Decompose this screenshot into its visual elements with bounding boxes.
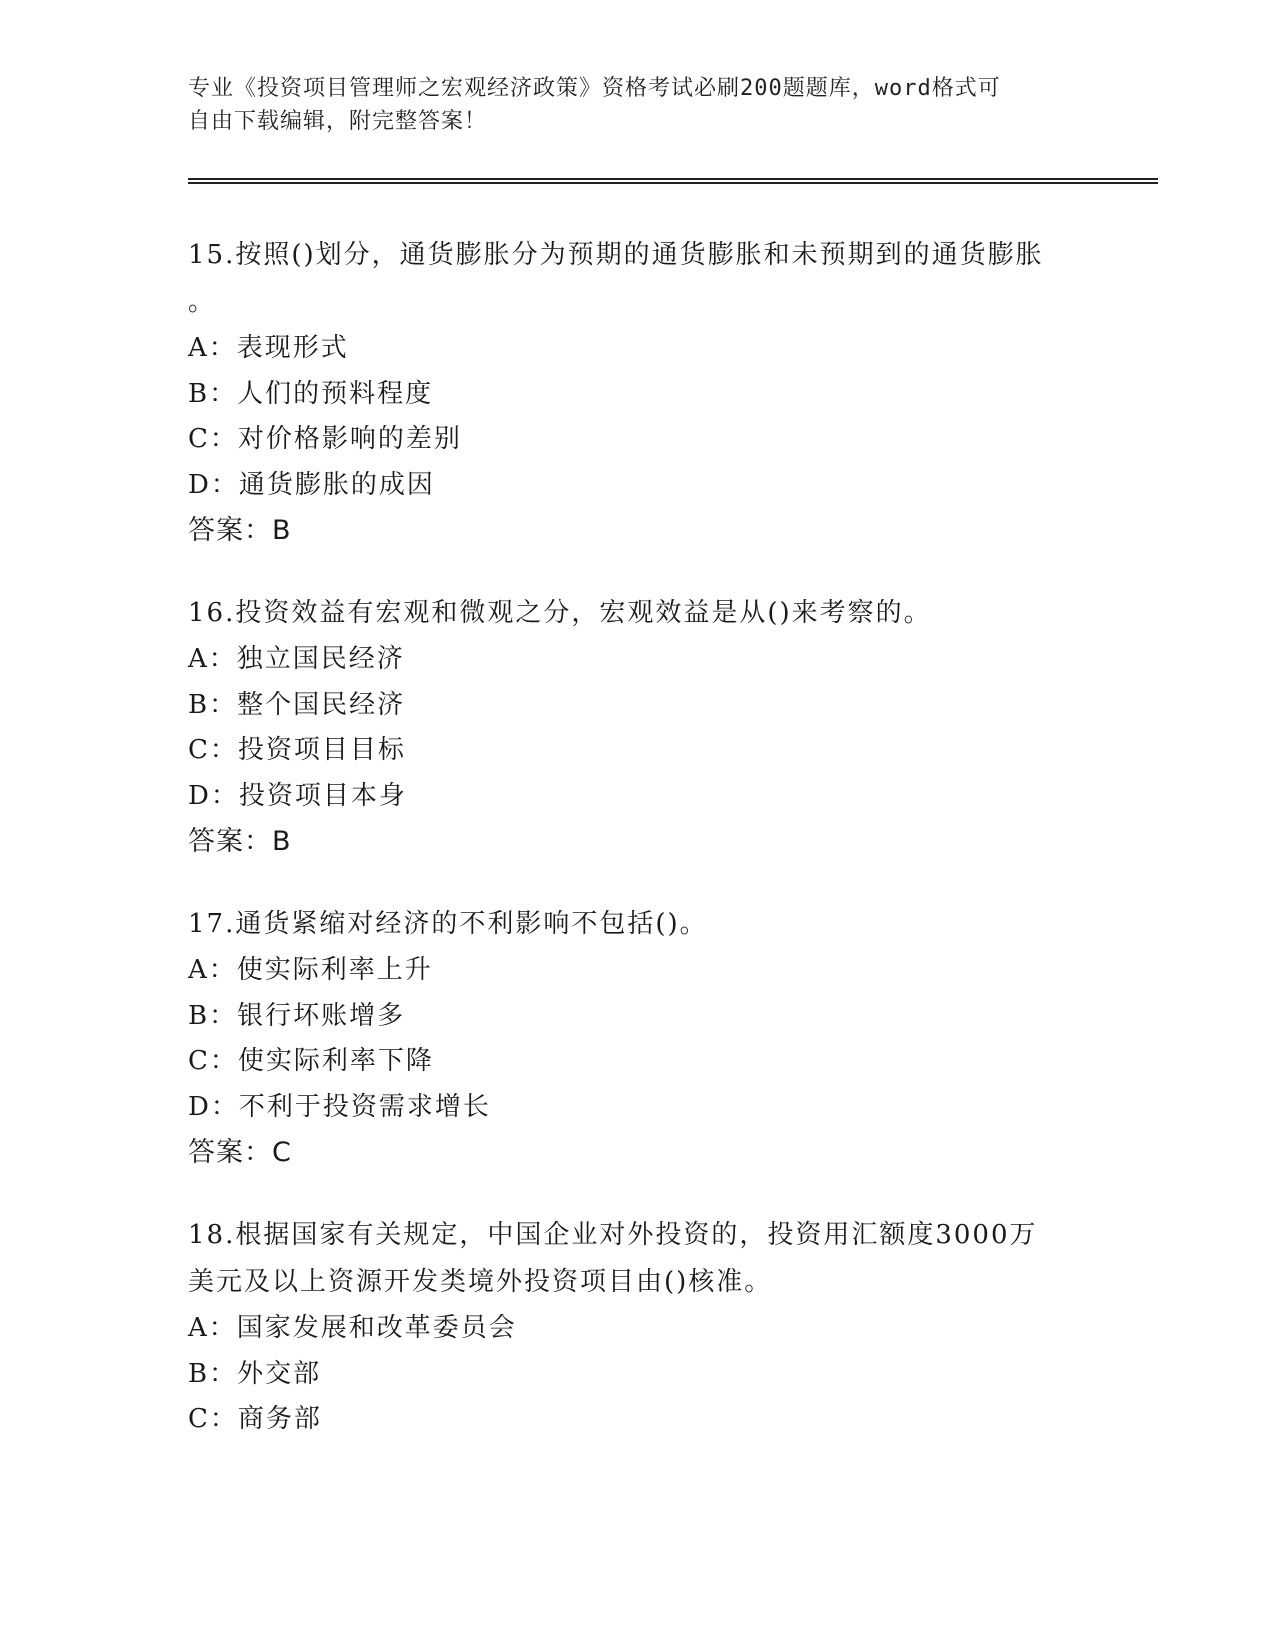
option-b: B：银行坏账增多 [188,1000,406,1031]
question-list [188,232,1088,1479]
document-header [188,72,1088,138]
header-divider [188,178,1158,184]
answer: 答案：B [188,826,292,857]
option-c: C：商务部 [188,1404,322,1434]
option-d: D：投资项目本身 [188,780,407,811]
answer: 答案：B [188,515,292,546]
question-18 [188,1212,1088,1443]
option-b: B：人们的预料程度 [188,378,434,409]
option-c: C：投资项目目标 [188,735,406,765]
option-d: D：不利于投资需求增长 [188,1091,491,1122]
header-line-2: 自由下载编辑，附完整答案！ [188,109,488,134]
question-text: 17.通货紧缩对经济的不利影响不包括()。 [188,909,708,939]
question-15 [188,232,1088,554]
question-17 [188,901,1088,1176]
question-16 [188,590,1088,865]
question-text: 16.投资效益有宏观和微观之分，宏观效益是从()来考察的。 [188,598,932,628]
question-text-continued: 美元及以上资源开发类境外投资项目由()核准。 [188,1267,773,1297]
question-text: 15.按照()划分，通货膨胀分为预期的通货膨胀和未预期到的通货膨胀 [188,240,1044,270]
option-d: D：通货膨胀的成因 [188,469,435,500]
answer: 答案：C [188,1137,292,1168]
option-b: B：整个国民经济 [188,689,406,720]
header-line-1: 专业《投资项目管理师之宏观经济政策》资格考试必刷200题题库，word格式可 [188,76,1001,101]
option-a: A：独立国民经济 [188,644,405,674]
option-a: A：使实际利率上升 [188,955,433,985]
option-c: C：使实际利率下降 [188,1046,434,1076]
option-c: C：对价格影响的差别 [188,424,462,454]
option-a: A：国家发展和改革委员会 [188,1313,517,1343]
question-text-continued: 。 [188,287,217,317]
question-text: 18.根据国家有关规定，中国企业对外投资的，投资用汇额度3000万 [188,1220,1038,1250]
option-a: A：表现形式 [188,333,349,363]
option-b: B：外交部 [188,1358,322,1389]
